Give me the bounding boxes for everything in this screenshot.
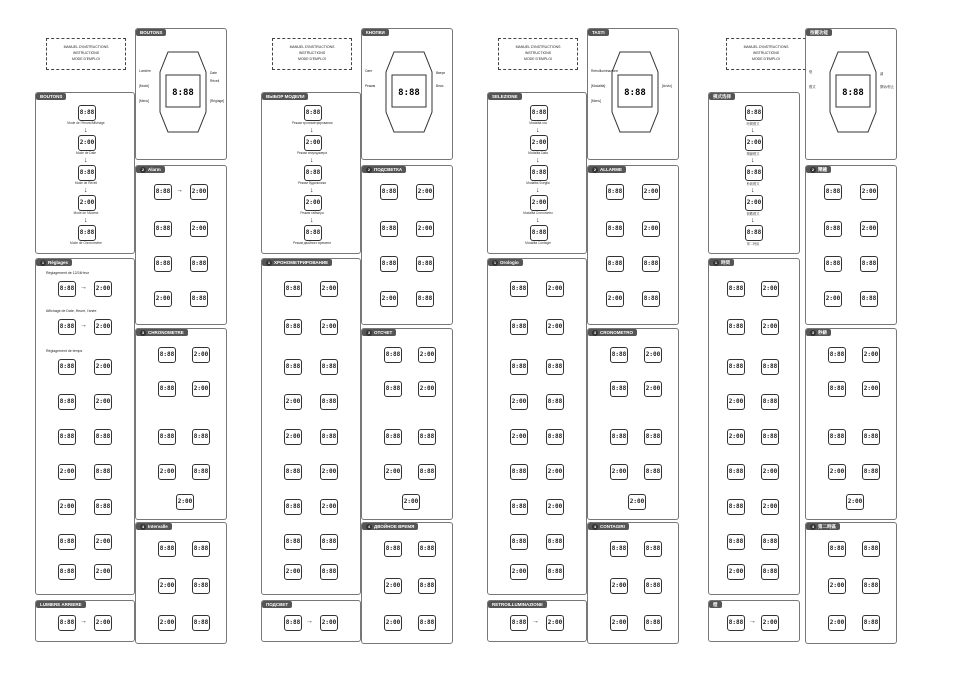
backlight-section: ПОДСВЕТ 8:88 → 2:00	[261, 600, 361, 642]
mode-select-section: ВЫБОР МОДЕЛИ 8:88 Режим хронометрирования ↓ 2:00 Режим секундомера ↓ 8:88 Режим будильника ↓ 2:00 Режим таймера ↓ 8:88 Режим двойного времени	[261, 92, 361, 254]
manual-panel-ru	[236, 0, 456, 675]
alarm-section: 2 ALLARME 8:88 2:00 8:88 2:00 8:88 8:88 2:00 8:88	[587, 165, 679, 325]
down-arrow: ↓	[84, 127, 88, 134]
buttons-section: КНОПКИ 8:88 Свет Режим Вверх Вниз	[361, 28, 453, 160]
brand-logo-box: MANUEL D'INSTRUCTIONS INSTRUCTIONS MODE D'EMPLOI	[272, 38, 352, 70]
time-section: 1 時間 8:88 2:00 8:88 2:00 8:88 8:88 2:00 8:88 2:00 8:88 8:88 2:00 8:88 2:00 8:88 8:88 2:00 8:88	[708, 258, 800, 595]
buttons-section: 按鍵功能 8:88 燈 模式 調 開始/停止	[805, 28, 897, 160]
backlight-section: LUMIERE ARRIERE 8:88 → 2:00	[35, 600, 135, 642]
manual-panel-zh	[690, 0, 910, 675]
lcd-display: 8:88	[78, 225, 96, 241]
svg-text:8:88: 8:88	[842, 88, 864, 98]
backlight-section: RETROILLUMINAZIONE 8:88 → 2:00	[487, 600, 587, 642]
manual-panel-it	[462, 0, 682, 675]
timekeeping-section: 1 ХРОНОМЕТРИРОВАНИЕ 8:88 2:00 8:88 2:00 8:88 8:88 2:00 8:88 2:00 8:88 8:88 2:00 8:88 2:00 8:88 8:88 2:00 8:88	[261, 258, 361, 595]
second-timezone-section: 4 第二時區 8:88 8:88 2:00 8:88 2:00 8:88	[805, 522, 897, 644]
clock-section: 1 Orologio 8:88 2:00 8:88 2:00 8:88 8:88 2:00 8:88 2:00 8:88 8:88 2:00 8:88 2:00 8:88 8:88 2:00 8:88	[487, 258, 587, 595]
chrono-section: 3 CHRONOMETRE 8:88 2:00 8:88 2:00 8:88 8:88 2:00 8:88 2:00	[135, 328, 227, 520]
lcd-display: 2:00	[78, 195, 96, 211]
stopwatch-section: 3 秒錶 8:88 2:00 8:88 2:00 8:88 8:88 2:00 8:88 2:00	[805, 328, 897, 520]
mode-select-section: 模式选择 8:88 時間模式 ↓ 2:00 鬧鐘模式 ↓ 8:88 秒錶模式 ↓ 2:00 倒數模式 ↓ 8:88 第二時區	[708, 92, 800, 254]
alarm-section: 2 Alarm 8:88 → 2:00 8:88 2:00 8:88 8:88 2:00 8:88	[135, 165, 227, 325]
dual-time-section: 4 ДВОЙНОЕ ВРЕМЯ 8:88 8:88 2:00 8:88 2:00 8:88	[361, 522, 453, 644]
down-arrow: ↓	[84, 157, 88, 164]
mode-select-section: BOUTONS 8:88 Mode de l'Heure/Affichage ↓ 2:00 Mode de Date ↓ 8:88 Mode de Réveil ↓ 2:00 Mode de l'Alarme ↓ 8:88 Mode de Chronomètre	[35, 92, 135, 254]
backlight-section: 燈 8:88 → 2:00	[708, 600, 800, 642]
svg-text:8:88: 8:88	[172, 88, 194, 98]
watch-diagram	[818, 47, 888, 137]
lcd-display: 8:88	[78, 105, 96, 121]
brand-logo-box: MANUEL D'INSTRUCTIONS INSTRUCTIONS MODE D'EMPLOI	[726, 38, 806, 70]
svg-text:8:88: 8:88	[624, 88, 646, 98]
lcd-display: 2:00	[78, 135, 96, 151]
down-arrow: ↓	[84, 187, 88, 194]
watch-diagram	[374, 47, 444, 137]
down-arrow: ↓	[84, 217, 88, 224]
alarm-section: 2 鬧鐘 8:88 2:00 8:88 2:00 8:88 8:88 2:00 8:88	[805, 165, 897, 325]
watch-diagram	[148, 47, 218, 137]
settings-section: 1 Réglages Réglagement de 12/24Heur 8:88 → 2:00 Affichage de Date, Heure, l'anée 8:88 → 2:00 Réglagement de temps 8:88 2:00 8:88 2:00 8:88 8:88 2:00 8:88 2:00 8:88 8:88 2:00 8:88 2:00	[35, 258, 135, 595]
brand-logo-box: MANUEL D'INSTRUCTIONS INSTRUCTIONS MODE D'EMPLOI	[498, 38, 578, 70]
brand-logo-box: MANUEL D'INSTRUCTIONS INSTRUCTIONS MODE D'EMPLOI	[46, 38, 126, 70]
countdown-section: 3 ОТСЧЕТ 8:88 2:00 8:88 2:00 8:88 8:88 2:00 8:88 2:00	[361, 328, 453, 520]
manual-panel-fr	[10, 0, 230, 675]
buttons-section: TASTI 8:88 Retroilluminazione [Modalità] [Menu] [Avvio]	[587, 28, 679, 160]
svg-text:8:88: 8:88	[398, 88, 420, 98]
watch-diagram	[600, 47, 670, 137]
light-section: 2 ПОДСВЕТКА 8:88 2:00 8:88 2:00 8:88 8:88 2:00 8:88	[361, 165, 453, 325]
lap-section: 4 CONTAGIRI 8:88 8:88 2:00 8:88 2:00 8:88	[587, 522, 679, 644]
interval-section: 4 Intervalle 8:88 8:88 2:00 8:88 2:00 8:88	[135, 522, 227, 644]
chrono-section: 3 CRONOMETRO 8:88 2:00 8:88 2:00 8:88 8:88 2:00 8:88 2:00	[587, 328, 679, 520]
mode-select-section: SELEZIONE 8:88 Modalità ora ↓ 2:00 Modalità Data ↓ 8:88 Modalità Sveglia ↓ 2:00 Modalità Cronometro ↓ 8:88 Modalità Contagiri	[487, 92, 587, 254]
lcd-display: 8:88	[78, 165, 96, 181]
buttons-section: BOUTONS 8:88 Lumière [Mode] [Menu] Date Réveil [Réglage]	[135, 28, 227, 160]
